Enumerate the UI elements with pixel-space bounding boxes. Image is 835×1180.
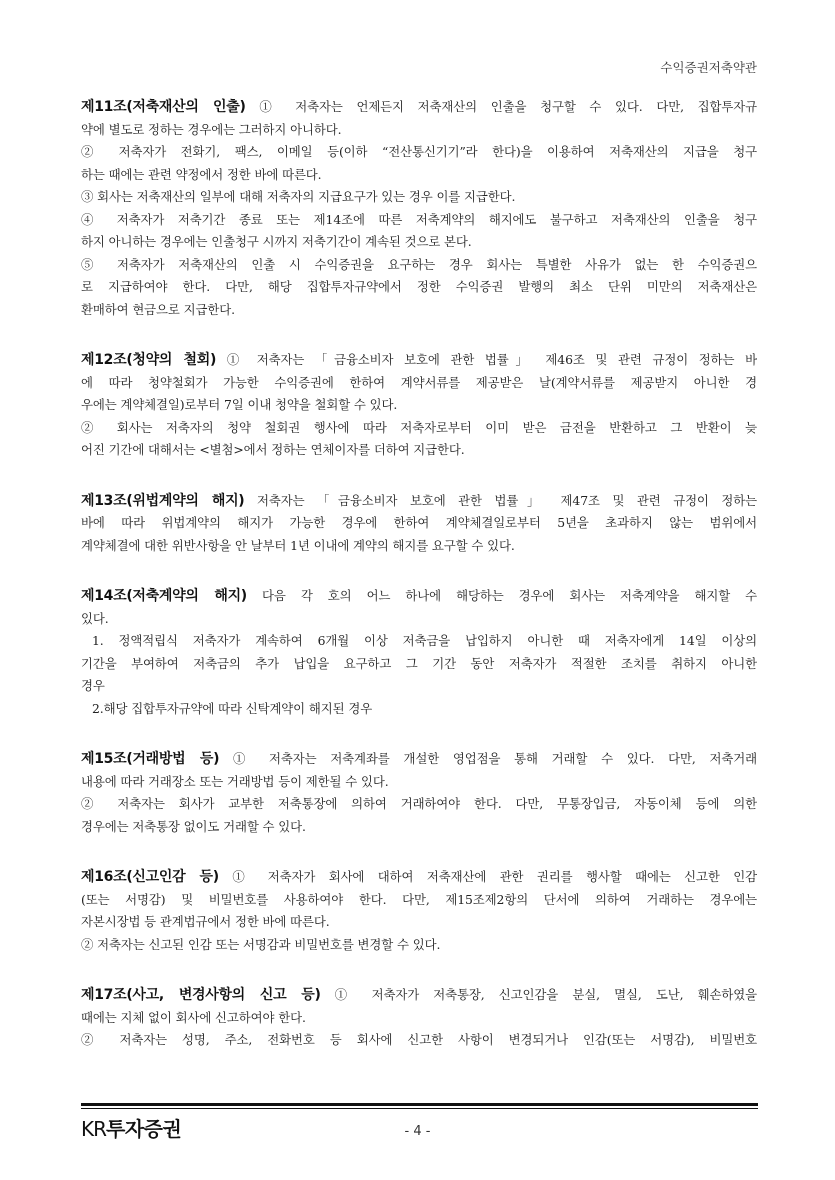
article-line: 제17조(사고, 변경사항의 신고 등) ① 저축자가 저축통장, 신고인감을 분실, 멸실, 도난, 훼손하였을 [81,987,757,1003]
article-line: 제11조(저축재산의 인출) ① 저축자는 언제든지 저축재산의 인출을 청구할 수 있다. 다만, 집합투자규 [81,99,757,115]
article-line: ② 저축자는 회사가 교부한 저축통장에 의하여 거래하여야 한다. 다만, 무통장입금, 자동이체 등에 의한 [81,796,757,811]
article-heading: 제17조(사고, 변경사항의 신고 등) [81,987,321,1003]
article-line: ② 저축자는 성명, 주소, 전화번호 등 회사에 신고한 사항이 변경되거나 인감(또는 서명감), 비밀번호 [81,1032,757,1047]
page-number: - 4 - [404,1124,431,1139]
article-line: 바에 따라 위법계약의 해지가 가능한 경우에 한하여 계약체결일로부터 5년을 초과하지 않는 범위에서 [81,515,757,530]
article-line: ⑤ 저축자가 저축재산의 인출 시 수익증권을 요구하는 경우 회사는 특별한 사유가 없는 한 수익증권으 [81,256,757,272]
article-line: 환매하여 현금으로 지급한다. [81,301,235,317]
article-line: 1. 정액적립식 저축자가 계속하여 6개월 이상 저축금을 납입하지 아니한 때 저축자에게 14일 이상의 [92,633,757,648]
article-line: 제12조(청약의 철회) ① 저축자는 「금융소비자 보호에 관한 법률」 제46조 및 관련 규정이 정하는 바 [81,352,757,368]
article-line: ② 저축자가 전화기, 팩스, 이메일 등(이하 “전산통신기기”라 한다)을 이용하여 저축재산의 지급을 청구 [81,144,757,159]
article-line: 하는 때에는 관련 약정에서 정한 바에 따른다. [81,166,322,182]
article-line: 하지 아니하는 경우에는 인출청구 시까지 저축기간이 계속된 것으로 본다. [81,234,472,249]
article-line: (또는 서명감) 및 비밀번호를 사용하여야 한다. 다만, 제15조제2항의 단서에 의하여 거래하는 경우에는 [81,891,757,907]
article-line: 내용에 따라 거래장소 또는 거래방법 등이 제한될 수 있다. [81,773,389,789]
article-11 [81,96,757,321]
footer-divider-thick [81,1103,758,1106]
article-line: 제13조(위법계약의 해지) 저축자는 「금융소비자 보호에 관한 법률」 제47조 및 관련 규정이 정하는 [81,492,757,509]
article-14 [81,585,757,720]
article-heading: 제12조(청약의 철회) [81,352,217,368]
article-line: ③ 회사는 저축재산의 일부에 대해 저축자의 지급요구가 있는 경우 이를 지급한다. [81,189,516,204]
footer-divider-thin [81,1108,758,1109]
article-line: ② 회사는 저축자의 청약 철회권 행사에 따라 저축자로부터 이미 받은 금전을 반환하고 그 반환이 늦 [81,419,757,435]
article-line: 경우 [81,678,105,693]
article-line: 경우에는 저축통장 없이도 거래할 수 있다. [81,818,306,834]
document-body [81,96,757,1080]
article-line: 우에는 계약체결일)로부터 7일 이내 청약을 철회할 수 있다. [81,397,398,412]
article-heading: 제14조(저축계약의 해지) [81,588,247,604]
article-13 [81,490,757,558]
article-line: 2.해당 집합투자규약에 따라 신탁계약이 해지된 경우 [92,700,373,716]
article-line: 제14조(저축계약의 해지) 다음 각 호의 어느 하나에 해당하는 경우에 회사는 저축계약을 해지할 수 [81,588,758,604]
article-line: 에 따라 청약철회가 가능한 수익증권에 한하여 계약서류를 제공받은 날(계약서류를 제공받지 아니한 경 [81,374,757,390]
article-15 [81,748,757,838]
article-line: 계약체결에 대한 위반사항을 안 날부터 1년 이내에 계약의 해지를 요구할 수 있다. [81,537,515,553]
article-line: 어진 기간에 대해서는 <별첨>에서 정하는 연체이자를 더하여 지급한다. [81,442,465,457]
article-line: 자본시장법 등 관계법규에서 정한 바에 따른다. [81,914,330,929]
article-17 [81,984,757,1052]
article-line: 기간을 부여하여 저축금의 추가 납입을 요구하고 그 기간 동안 저축자가 적절한 조치를 취하지 아니한 [81,655,757,671]
article-line: 약에 별도로 정하는 경우에는 그러하지 아니하다. [81,121,342,137]
document-header-title: 수익증권저축약관 [660,60,757,75]
article-12 [81,349,757,462]
article-line: ② 저축자는 신고된 인감 또는 서명감과 비밀번호를 변경할 수 있다. [81,936,441,952]
article-line: ④ 저축자가 저축기간 종료 또는 제14조에 따른 저축계약의 해지에도 불구하고 저축재산의 인출을 청구 [81,211,757,227]
article-line: 때에는 지체 없이 회사에 신고하여야 한다. [81,1009,306,1025]
article-line: 로 지급하여야 한다. 다만, 해당 집합투자규약에서 정한 수익증권 발행의 최소 단위 미만의 저축재산은 [81,279,757,294]
article-line: 제15조(거래방법 등) ① 저축자는 저축계좌를 개설한 영업점을 통해 거래할 수 있다. 다만, 저축거래 [81,751,757,767]
article-heading: 제16조(신고인감 등) [81,869,219,885]
article-heading: 제13조(위법계약의 해지) [81,492,245,509]
article-heading: 제11조(저축재산의 인출) [81,99,246,115]
article-heading: 제15조(거래방법 등) [81,751,220,767]
article-16 [81,866,757,956]
company-logo: KR투자증권 [81,1117,182,1141]
article-line: 제16조(신고인감 등) ① 저축자가 회사에 대하여 저축재산에 관한 권리를 행사할 때에는 신고한 인감 [81,869,757,885]
article-line: 있다. [81,610,109,626]
